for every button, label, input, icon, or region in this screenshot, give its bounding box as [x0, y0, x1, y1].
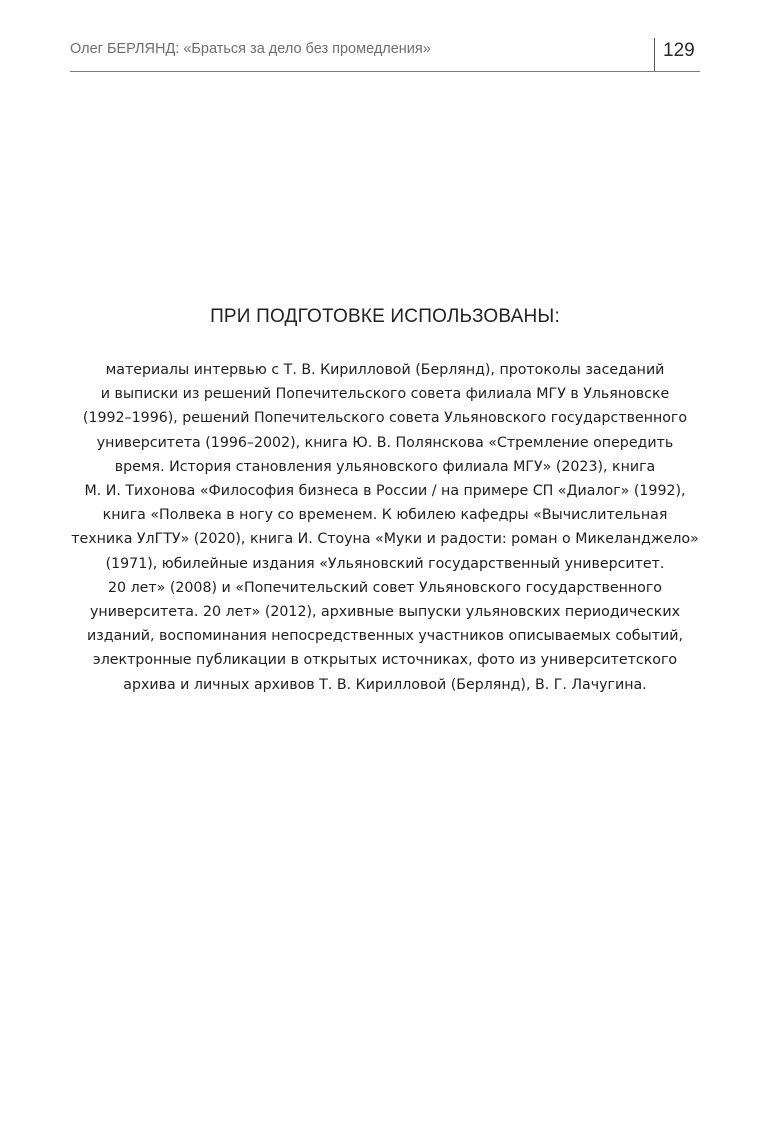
paragraph-line: М. И. Тихонова «Философия бизнеса в России / на примере СП «Диалог» (1992),: [84, 483, 686, 500]
section-heading: ПРИ ПОДГОТОВКЕ ИСПОЛЬЗОВАНЫ:: [210, 306, 560, 327]
paragraph-line: университета. 20 лет» (2012), архивные выпуски ульяновских периодических: [90, 604, 680, 621]
header-rule: [70, 71, 700, 72]
paragraph-line: время. История становления ульяновского филиала МГУ» (2023), книга: [114, 458, 656, 475]
paragraph-line: электронные публикации в открытых источниках, фото из университетского: [92, 652, 678, 669]
paragraph-line: изданий, воспоминания непосредственных участников описываемых событий,: [87, 628, 683, 645]
running-header-title: Олег БЕРЛЯНД: «Браться за дело без промедления»: [70, 41, 431, 57]
header-divider: [654, 38, 655, 72]
paragraph-line: техника УлГТУ» (2020), книга И. Стоуна «Муки и радости: роман о Микеланджело»: [71, 531, 699, 548]
paragraph-line: (1971), юбилейные издания «Ульяновский государственный университет.: [105, 555, 665, 572]
paragraph-line: материалы интервью с Т. В. Кирилловой (Берлянд), протоколы заседаний: [105, 362, 665, 378]
page-number: 129: [663, 40, 695, 61]
running-header: [70, 38, 700, 72]
paragraph-line: архива и личных архивов Т. В. Кирилловой (Берлянд), В. Г. Лачугина.: [123, 676, 647, 693]
paragraph-line: (1992–1996), решений Попечительского совета Ульяновского государственного: [82, 410, 688, 427]
sources-paragraph: [60, 358, 710, 697]
paragraph-line: 20 лет» (2008) и «Попечительский совет Ульяновского государственного: [108, 579, 662, 596]
paragraph-line: и выписки из решений Попечительского совета филиала МГУ в Ульяновске: [100, 386, 670, 403]
paragraph-line: книга «Полвека в ногу со временем. К юбилею кафедры «Вычислительная: [102, 507, 668, 524]
paragraph-line: университета (1996–2002), книга Ю. В. Полянскова «Стремление опередить: [96, 434, 674, 451]
